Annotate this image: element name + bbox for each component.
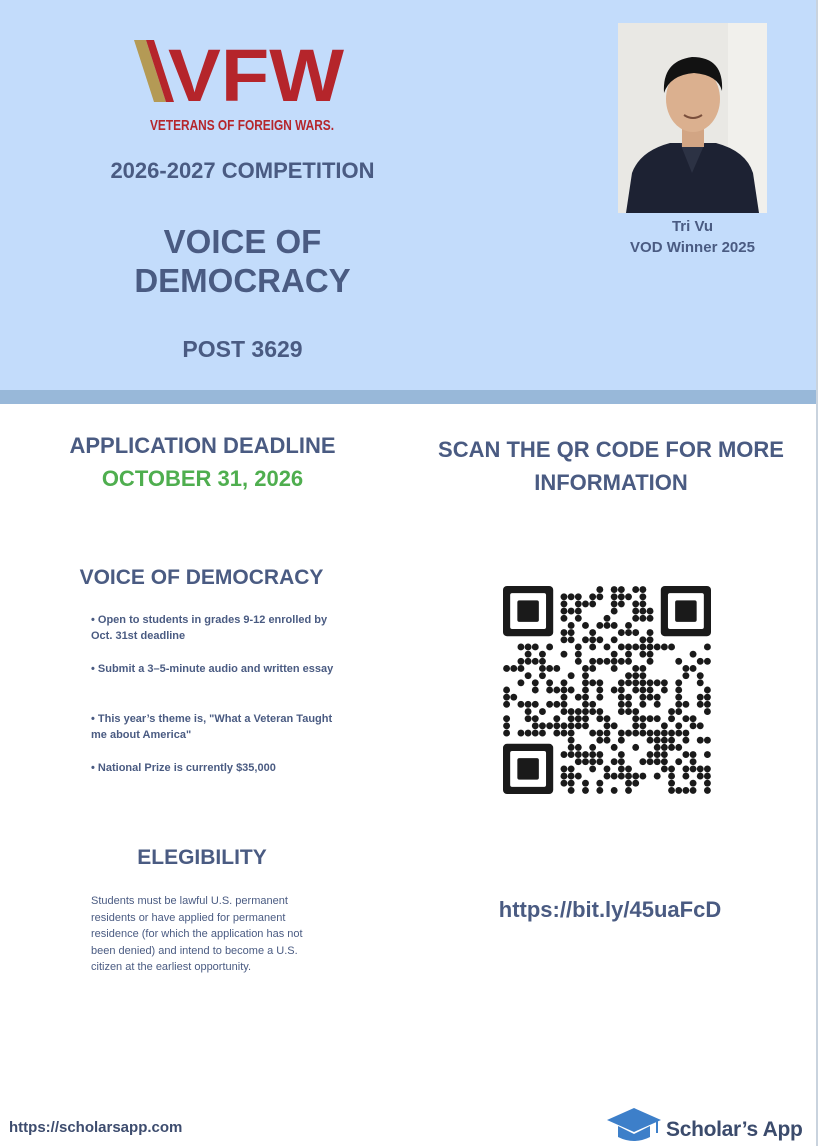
- program-bullet: • This year’s theme is, "What a Veteran Taught me about America": [91, 713, 333, 741]
- qr-code[interactable]: [503, 586, 711, 794]
- header-divider: [0, 390, 818, 404]
- qr-heading: SCAN THE QR CODE FOR MORE INFORMATION: [438, 437, 784, 495]
- competition-year: 2026-2027 COMPETITION: [110, 158, 375, 183]
- page-title: VOICE OF DEMOCRACY: [134, 223, 351, 299]
- footer-link[interactable]: https://scholarsapp.com: [9, 1119, 183, 1136]
- post-number: POST 3629: [182, 336, 303, 362]
- program-bullet: • Open to students in grades 9-12 enrolled by Oct. 31st deadline: [91, 614, 328, 642]
- eligibility-heading: ELEGIBILITY: [137, 846, 267, 869]
- program-bullet: • Submit a 3–5-minute audio and written essay: [91, 663, 334, 675]
- winner-photo: [618, 23, 767, 213]
- vfw-logo-text: VFW: [168, 34, 345, 117]
- program-heading: VOICE OF DEMOCRACY: [79, 566, 324, 589]
- eligibility-text: Students must be lawful U.S. permanent residents or have applied for permanent residence (for which the application has not been denied) and intend to become a U.S. citizen at the earliest opportunity.: [91, 895, 303, 973]
- brand-logo: [605, 1104, 810, 1144]
- vfw-logo: [120, 30, 365, 145]
- brand-name: Scholar’s App: [666, 1118, 803, 1141]
- winner-title: VOD Winner 2025: [630, 239, 755, 256]
- vfw-logo-subtitle: VETERANS OF FOREIGN WARS.: [150, 117, 334, 134]
- deadline-label: APPLICATION DEADLINE: [69, 433, 336, 458]
- winner-name: Tri Vu: [671, 218, 714, 235]
- deadline-date: OCTOBER 31, 2026: [101, 466, 304, 491]
- program-bullet: • National Prize is currently $35,000: [91, 762, 276, 774]
- graduation-cap-icon: [605, 1104, 663, 1144]
- short-link[interactable]: https://bit.ly/45uaFcD: [498, 897, 722, 922]
